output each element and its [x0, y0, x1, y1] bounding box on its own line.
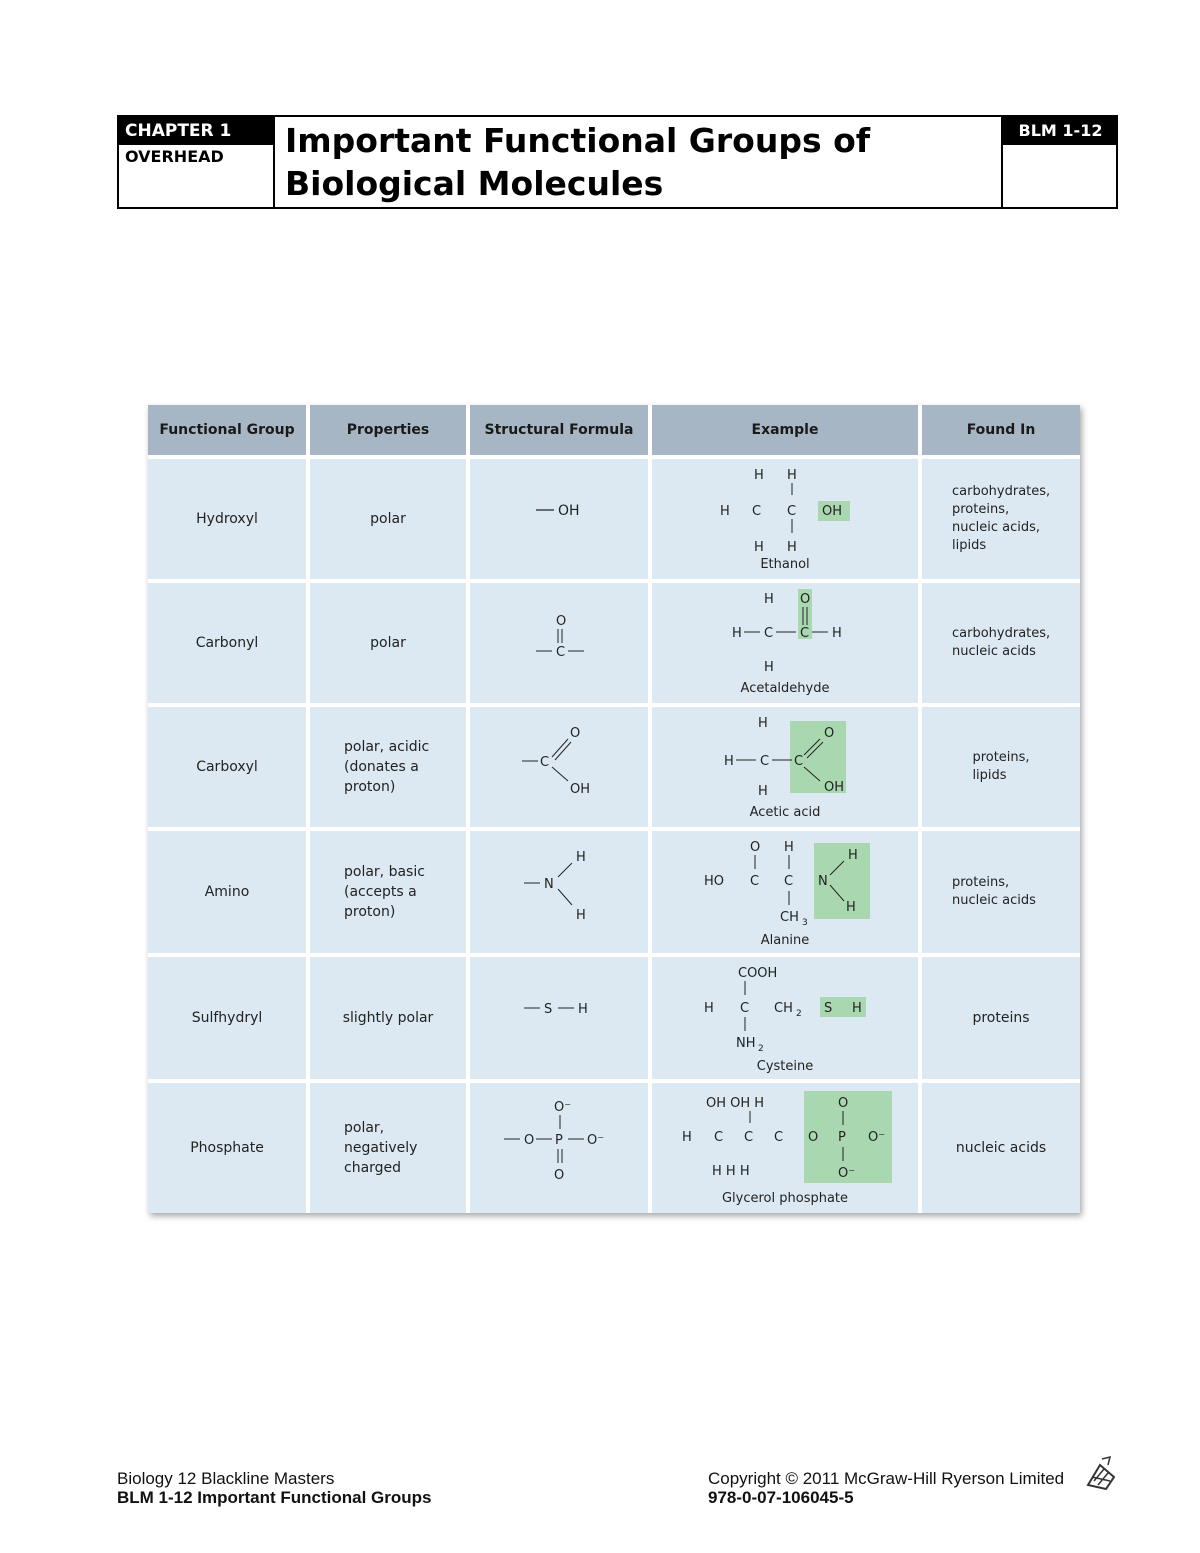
publisher-logo-icon [1084, 1455, 1118, 1491]
row-carbonyl-found-in: carbohydrates, nucleic acids [922, 583, 1080, 703]
row-sulfhydryl-example [652, 957, 918, 1079]
acetaldehyde-label: Acetaldehyde [740, 681, 830, 696]
svg-text:CH: CH [780, 910, 799, 925]
col-header-formula: Structural Formula [470, 405, 648, 455]
glycerol-phosphate-label: Glycerol phosphate [721, 1191, 849, 1206]
row-hydroxyl-found-in: carbohydrates, proteins, nucleic acids, lipids [922, 459, 1080, 579]
svg-text:2: 2 [758, 1044, 764, 1054]
row-amino-formula [470, 831, 648, 953]
row-sulfhydryl-found-in: proteins [922, 957, 1080, 1079]
row-carboxyl-group: Carboxyl [148, 707, 306, 827]
row-amino-found-in: proteins, nucleic acids [922, 831, 1080, 953]
svg-text:C: C [740, 1001, 750, 1016]
col-header-found-in: Found In [922, 405, 1080, 455]
svg-text:S: S [824, 1001, 833, 1016]
svg-text:C: C [540, 755, 550, 770]
svg-text:HO: HO [704, 874, 725, 889]
svg-text:O: O [808, 1130, 819, 1145]
col-header-example: Example [652, 405, 918, 455]
svg-text:H: H [764, 660, 774, 675]
row-phosphate-properties: polar, negatively charged [310, 1083, 466, 1213]
svg-text:O: O [524, 1133, 535, 1148]
svg-text:H: H [846, 900, 856, 915]
svg-text:CH: CH [774, 1001, 793, 1016]
svg-text:C: C [787, 504, 797, 519]
svg-text:C: C [752, 504, 762, 519]
svg-text:S: S [544, 1002, 553, 1017]
svg-text:C: C [764, 626, 774, 641]
svg-text:C: C [800, 626, 810, 641]
row-carboxyl-properties: polar, acidic (donates a proton) [310, 707, 466, 827]
row-carboxyl-found-in: proteins, lipids [922, 707, 1080, 827]
cysteine-label: Cysteine [756, 1059, 814, 1074]
row-hydroxyl-properties: polar [310, 459, 466, 579]
svg-text:N: N [818, 874, 828, 889]
svg-text:O: O [824, 726, 835, 741]
row-hydroxyl-group: Hydroxyl [148, 459, 306, 579]
svg-text:OH: OH [558, 503, 580, 519]
row-phosphate-example [652, 1083, 918, 1213]
svg-text:H: H [758, 784, 768, 799]
svg-text:N: N [544, 877, 554, 892]
col-header-group: Functional Group [148, 405, 306, 455]
row-phosphate-found-in: nucleic acids [922, 1083, 1080, 1213]
row-carbonyl-example [652, 583, 918, 703]
svg-text:3: 3 [802, 918, 808, 928]
footer-copyright: Copyright © 2011 McGraw-Hill Ryerson Limited [708, 1469, 1065, 1488]
row-sulfhydryl-group: Sulfhydryl [148, 957, 306, 1079]
svg-text:H H H: H H H [712, 1164, 750, 1179]
phosphate-structure-diagram [470, 1083, 648, 1213]
worksheet-header [117, 115, 1118, 209]
svg-text:O: O [554, 1168, 565, 1183]
svg-text:H: H [787, 540, 797, 555]
svg-text:O⁻: O⁻ [587, 1133, 605, 1148]
svg-text:OH: OH [570, 782, 591, 797]
row-carbonyl-formula [470, 583, 648, 703]
svg-text:O⁻: O⁻ [554, 1100, 572, 1115]
svg-text:H: H [832, 626, 842, 641]
hydroxyl-structure-diagram [470, 459, 648, 579]
svg-text:C: C [774, 1130, 784, 1145]
svg-text:O: O [800, 592, 811, 607]
chapter-label: CHAPTER 1 [119, 117, 275, 145]
blm-column [1001, 117, 1116, 207]
svg-text:H: H [578, 1002, 588, 1017]
svg-text:OH: OH [824, 780, 845, 795]
title-line-2: Biological Molecules [285, 164, 664, 203]
svg-text:C: C [744, 1130, 754, 1145]
svg-text:C: C [714, 1130, 724, 1145]
carbonyl-structure-diagram [470, 583, 648, 703]
sulfhydryl-structure-diagram [470, 957, 648, 1079]
svg-text:H: H [754, 468, 764, 483]
svg-text:H: H [764, 592, 774, 607]
svg-text:C: C [556, 645, 566, 660]
row-carboxyl-formula [470, 707, 648, 827]
svg-text:H: H [787, 468, 797, 483]
svg-text:H: H [682, 1130, 692, 1145]
row-amino-group: Amino [148, 831, 306, 953]
footer-blm-title: BLM 1-12 Important Functional Groups [117, 1488, 432, 1507]
svg-text:O⁻: O⁻ [838, 1166, 856, 1181]
svg-text:H: H [704, 1001, 714, 1016]
svg-text:P: P [555, 1133, 563, 1148]
svg-text:O⁻: O⁻ [868, 1130, 886, 1145]
col-header-properties: Properties [310, 405, 466, 455]
svg-text:OH: OH [822, 504, 843, 519]
ethanol-label: Ethanol [760, 557, 810, 572]
overhead-label: OVERHEAD [119, 145, 275, 169]
svg-text:C: C [760, 754, 770, 769]
svg-text:H: H [852, 1001, 862, 1016]
row-amino-example [652, 831, 918, 953]
header-left-column [119, 169, 275, 209]
footer-book-title: Biology 12 Blackline Masters [117, 1469, 335, 1488]
svg-text:P: P [838, 1130, 846, 1145]
svg-text:C: C [784, 874, 794, 889]
alanine-label: Alanine [760, 933, 810, 948]
svg-text:COOH: COOH [738, 966, 778, 981]
svg-text:H: H [576, 850, 586, 865]
svg-text:H: H [724, 754, 734, 769]
row-carbonyl-group: Carbonyl [148, 583, 306, 703]
functional-groups-table [148, 405, 1080, 1213]
row-amino-properties: polar, basic (accepts a proton) [310, 831, 466, 953]
svg-text:NH: NH [736, 1036, 756, 1051]
svg-text:H: H [754, 540, 764, 555]
svg-text:2: 2 [796, 1009, 802, 1019]
row-carboxyl-example [652, 707, 918, 827]
row-sulfhydryl-formula [470, 957, 648, 1079]
svg-text:O: O [750, 840, 761, 855]
svg-text:H: H [758, 716, 768, 731]
svg-text:O: O [838, 1096, 849, 1111]
title-line-1: Important Functional Groups of [285, 121, 871, 160]
svg-text:H: H [848, 848, 858, 863]
blm-label: BLM 1-12 [1003, 117, 1118, 145]
svg-text:H: H [732, 626, 742, 641]
amino-structure-diagram [470, 831, 648, 953]
row-sulfhydryl-properties: slightly polar [310, 957, 466, 1079]
row-phosphate-group: Phosphate [148, 1083, 306, 1213]
svg-text:H: H [720, 504, 730, 519]
svg-text:O: O [570, 726, 581, 741]
row-carbonyl-properties: polar [310, 583, 466, 703]
row-phosphate-formula [470, 1083, 648, 1213]
row-hydroxyl-example [652, 459, 918, 579]
svg-text:H: H [784, 840, 794, 855]
svg-text:OH OH H: OH OH H [706, 1096, 765, 1111]
acetic-acid-label: Acetic acid [749, 805, 821, 820]
svg-text:C: C [750, 874, 760, 889]
page-title [285, 119, 985, 205]
svg-text:H: H [576, 908, 586, 923]
svg-text:C: C [794, 754, 804, 769]
svg-text:O: O [556, 614, 567, 629]
row-hydroxyl-formula [470, 459, 648, 579]
footer-isbn: 978-0-07-106045-5 [708, 1488, 854, 1507]
carboxyl-structure-diagram [470, 707, 648, 827]
